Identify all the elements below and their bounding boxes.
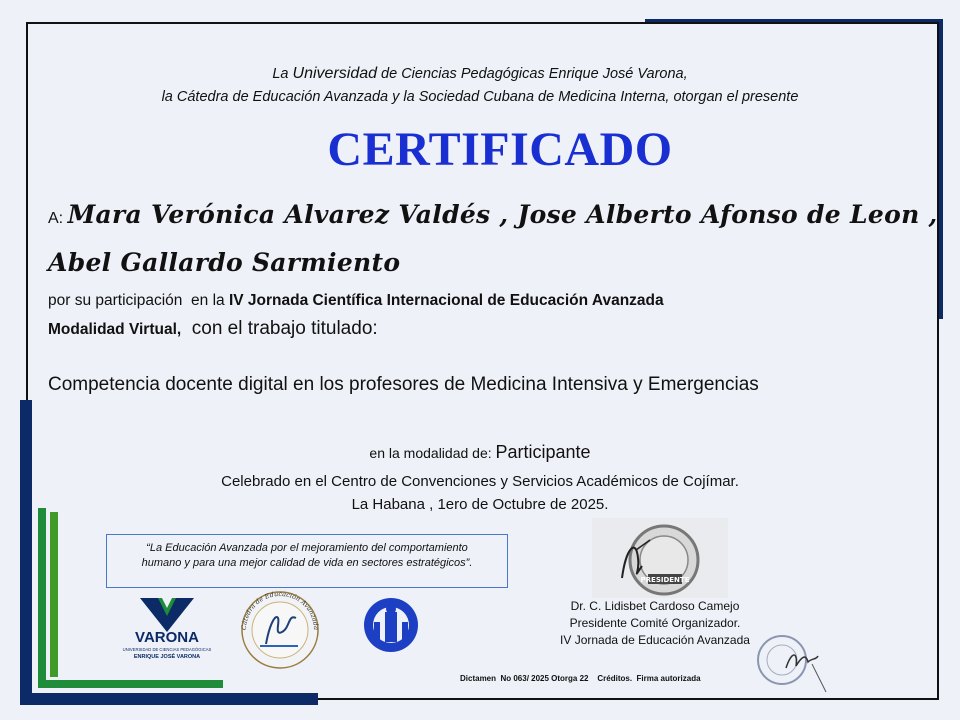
- header-prefix: La: [272, 66, 293, 82]
- corner-bar-navy-bottom: [20, 693, 318, 705]
- corner-bar-green-bottom: [38, 680, 223, 688]
- recipients-prefix: A:: [48, 210, 64, 227]
- motto-line-2: humano y para una mejor calidad de vida en sectores estratégicos”.: [141, 557, 473, 569]
- venue-line: Celebrado en el Centro de Convenciones y Servicios Académicos de Cojímar.: [221, 473, 739, 490]
- recipients-names-1: Mara Verónica Alvarez Valdés , Jose Alberto Afonso de Leon ,: [67, 200, 938, 229]
- header-university: Universidad: [292, 65, 378, 82]
- participation-text-2: con el trabajo titulado:: [181, 318, 378, 339]
- corner-bar-navy-left: [20, 400, 32, 705]
- authorized-signature-stamp: [752, 630, 830, 701]
- certificate-title: CERTIFICADO: [327, 123, 673, 176]
- sociedad-medicina-interna-logo: [350, 596, 432, 659]
- varona-logo-name: VARONA: [135, 629, 199, 646]
- participation-line-1: [48, 292, 664, 310]
- participation-line-2: [48, 318, 378, 340]
- signer-event: IV Jornada de Educación Avanzada: [560, 633, 750, 647]
- modality-label: en la modalidad de:: [369, 445, 496, 461]
- dictamen-line: Dictamen No 063/ 2025 Otorga 22 Créditos. Firma autorizada: [460, 674, 701, 683]
- signer-role: Presidente Comité Organizador.: [569, 616, 741, 630]
- corner-bar-olive-left: [50, 512, 58, 677]
- signer-name: Dr. C. Lidisbet Cardoso Camejo: [570, 599, 740, 613]
- varona-logo-sub1: UNIVERSIDAD DE CIENCIAS PEDAGÓGICAS: [122, 647, 212, 652]
- date-line: La Habana , 1ero de Octubre de 2025.: [351, 496, 609, 513]
- modality-line: [120, 442, 840, 463]
- corner-bar-green-left: [38, 508, 46, 688]
- recipients-names-2: Abel Gallardo Sarmiento: [48, 248, 401, 277]
- header-line-2: la Cátedra de Educación Avanzada y la Sociedad Cubana de Medicina Interna, otorgan el presente: [161, 89, 799, 105]
- event-modality: Modalidad Virtual,: [48, 321, 182, 338]
- header-line-1: [60, 62, 900, 86]
- varona-logo: [114, 596, 220, 667]
- varona-logo-sub2: ENRIQUE JOSÉ VARONA: [133, 654, 201, 660]
- modality-value: Participante: [495, 442, 591, 462]
- event-name: IV Jornada Científica Internacional de Educación Avanzada: [228, 292, 664, 309]
- participation-text: por su participación en la: [48, 292, 229, 309]
- header-university-rest: de Ciencias Pedagógicas Enrique José Varona,: [377, 66, 688, 82]
- president-stamp: [592, 518, 728, 603]
- motto-box: [106, 534, 508, 588]
- motto-line-1: “La Educación Avanzada por el mejoramiento del comportamiento: [146, 542, 468, 554]
- catedra-logo: [236, 588, 324, 675]
- stamp-label: PRESIDENTE: [640, 576, 690, 584]
- catedra-logo-text: Cátedra de Educación Avanzada: [239, 589, 321, 631]
- work-title: Competencia docente digital en los profesores de Medicina Intensiva y Emergencias: [48, 374, 759, 395]
- recipients-line-1: [48, 200, 938, 229]
